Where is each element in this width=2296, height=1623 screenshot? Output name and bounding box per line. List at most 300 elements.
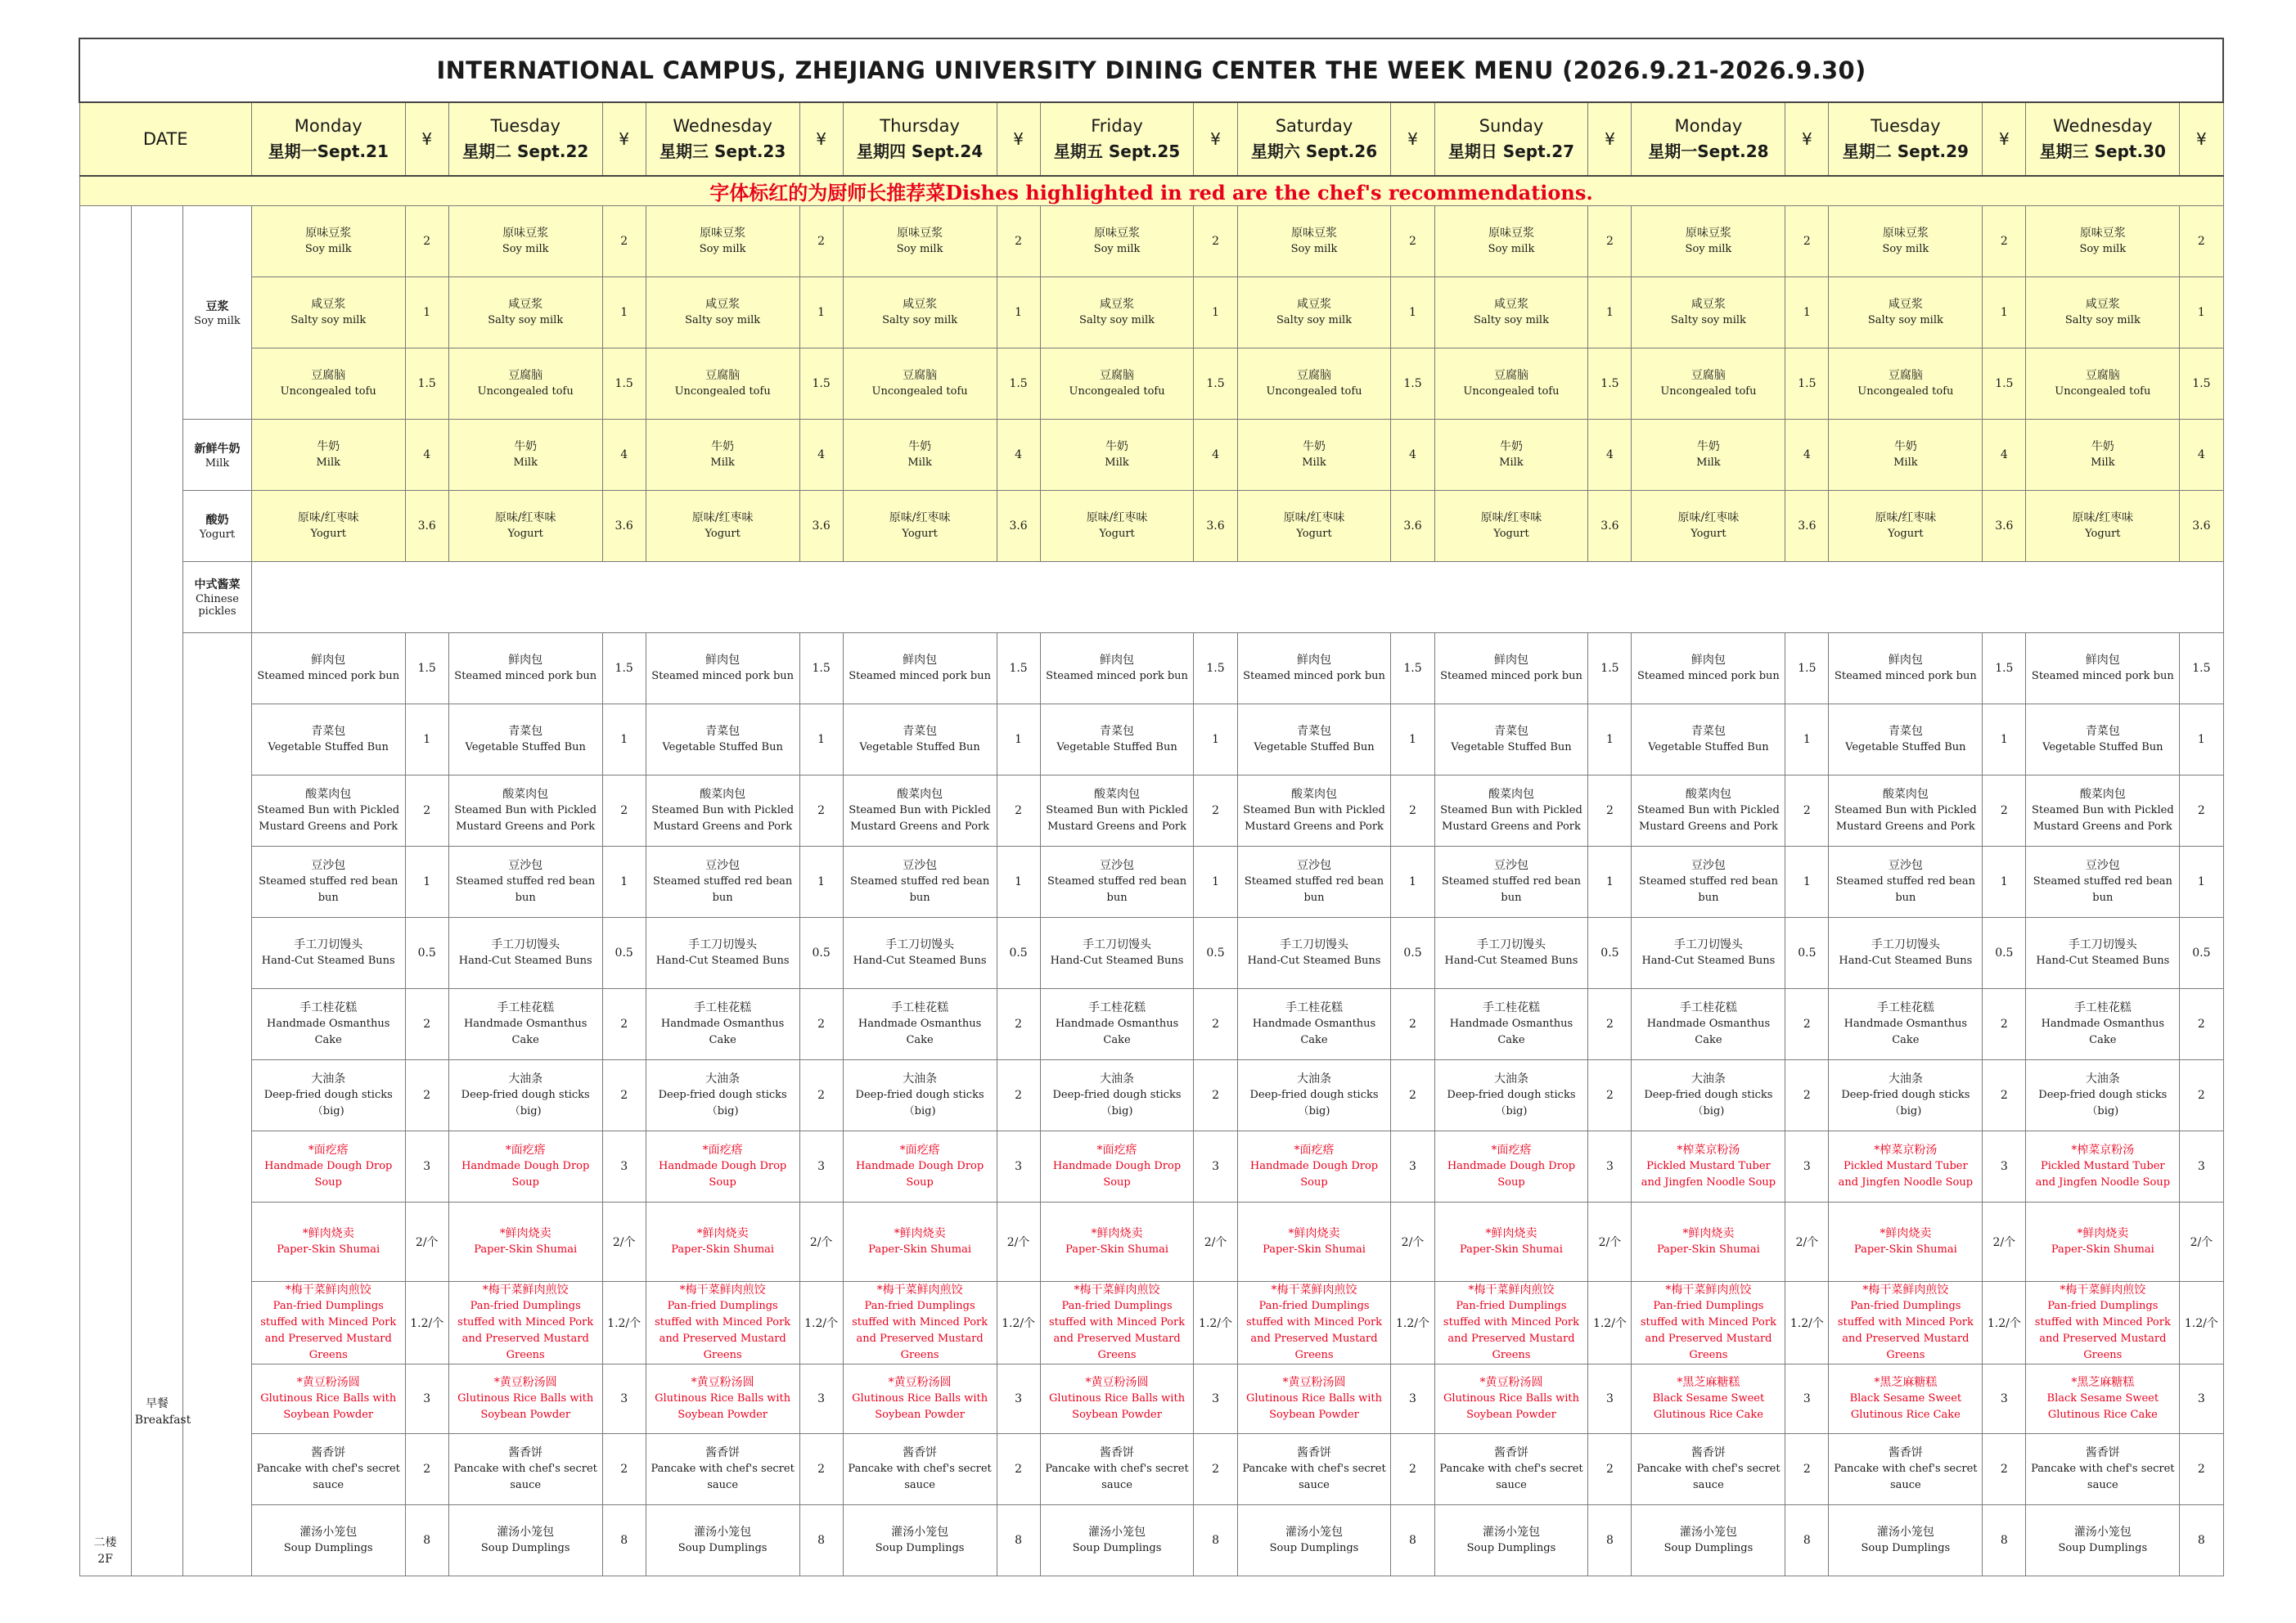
dish-name-cn: 鲜肉包: [903, 654, 938, 667]
dish-name-en: Steamed stuffed red bean bun: [1047, 875, 1187, 904]
dish-name-en: Black Sesame Sweet Glutinous Rice Cake: [1652, 1392, 1765, 1421]
dish-name-en: Deep-fried dough sticks（big): [461, 1089, 590, 1117]
dish-name-cn: 咸豆浆: [2085, 298, 2120, 311]
day-header: [1829, 102, 1983, 176]
category-soy-milk: [183, 206, 252, 420]
dish-name-cn: 原味豆浆: [1882, 227, 1929, 240]
dish-name-en: Handmade Osmanthus Cake: [1844, 1018, 1968, 1046]
dish-name-cn: 灌汤小笼包: [1482, 1526, 1540, 1539]
dish-price: 2: [405, 1060, 448, 1131]
dish-name-cn: 原味/红枣味: [2072, 511, 2134, 524]
dish-price: 1: [997, 704, 1040, 776]
dish-name-en: Steamed Bun with Pickled Mustard Greens and Pork: [454, 804, 597, 833]
dish-price: 3: [1588, 1364, 1632, 1434]
dish-cell: [1829, 1203, 1983, 1282]
dish-cell: [1829, 1282, 1983, 1364]
dish-price: 2: [1194, 1060, 1237, 1131]
dish-name-cn: 豆腐脑: [903, 369, 938, 382]
dish-price: 2: [2180, 989, 2223, 1060]
dish-name-en: Soy milk: [1882, 243, 1929, 255]
dish-name-cn: *鲜肉烧卖: [1288, 1227, 1340, 1240]
dish-price: 2/个: [1391, 1203, 1434, 1282]
dish-name-en: Salty soy milk: [1670, 314, 1746, 326]
dish-name-en: Pancake with chef's secret sauce: [256, 1463, 400, 1491]
day-date: 星期五 Sept.25: [1053, 142, 1181, 161]
dish-cell: [1632, 206, 1785, 277]
dish-name-cn: 原味豆浆: [502, 227, 549, 240]
dish-price: 8: [405, 1505, 448, 1576]
dish-name-en: Pan-fried Dumplings stuffed with Minced Pork and Preserved Mustard Greens: [1049, 1300, 1186, 1361]
dish-cell: [1040, 1131, 1194, 1203]
dish-name-cn: 大油条: [508, 1072, 543, 1086]
dish-name-cn: 灌汤小笼包: [1088, 1526, 1146, 1539]
dish-name-en: Vegetable Stuffed Bun: [859, 741, 980, 753]
dish-price: 3: [1785, 1131, 1829, 1203]
dish-name-cn: 咸豆浆: [903, 298, 938, 311]
dish-name-en: Steamed minced pork bun: [454, 670, 597, 682]
dish-cell: [1632, 420, 1785, 491]
dish-price: 2: [602, 206, 646, 277]
dish-cell: [1434, 420, 1588, 491]
dish-cell: [1632, 704, 1785, 776]
day-name: Monday: [294, 116, 362, 136]
dish-price: 0.5: [2180, 918, 2223, 989]
dish-price: 3.6: [997, 491, 1040, 562]
dish-name-cn: 咸豆浆: [1100, 298, 1135, 311]
dish-cell: [1237, 1505, 1391, 1576]
dish-name-en: Deep-fried dough sticks（big): [263, 1089, 393, 1117]
floor-label-en: 2F: [97, 1553, 113, 1566]
dish-cell: [843, 1203, 997, 1282]
dish-name-cn: 酸菜肉包: [1882, 788, 1929, 801]
category-milk: [183, 420, 252, 491]
dish-cell: [1829, 277, 1983, 348]
day-name: Wednesday: [673, 116, 772, 136]
dish-price: 1: [1391, 847, 1434, 918]
dish-price: 0.5: [1983, 918, 2026, 989]
dish-cell: [1434, 206, 1588, 277]
dish-price: 2: [1785, 1434, 1829, 1505]
dish-price: 2: [1194, 776, 1237, 847]
dish-price: 2: [602, 989, 646, 1060]
dish-cell: [251, 918, 405, 989]
dish-price: 2: [1391, 989, 1434, 1060]
category-milk-cn: 新鲜牛奶: [194, 442, 241, 456]
dish-name-cn: 大油条: [1297, 1072, 1331, 1086]
dish-price: 1.2/个: [1983, 1282, 2026, 1364]
dish-price: 1.5: [1194, 348, 1237, 420]
dish-name-en: Steamed Bun with Pickled Mustard Greens and Pork: [2031, 804, 2174, 833]
dish-name-cn: 咸豆浆: [311, 298, 346, 311]
pickles-empty-row: [251, 562, 2223, 633]
dish-name-en: Paper-Skin Shumai: [1065, 1243, 1168, 1256]
dish-price: 2: [1391, 1060, 1434, 1131]
dish-price: 1: [1785, 847, 1829, 918]
dish-name-cn: 鲜肉包: [2085, 654, 2120, 667]
dish-name-en: Soup Dumplings: [283, 1542, 373, 1554]
dish-cell: [843, 704, 997, 776]
dish-name-cn: 豆沙包: [508, 859, 543, 872]
dish-cell: [448, 989, 602, 1060]
dish-name-cn: *梅干菜鲜肉煎饺: [1862, 1284, 1949, 1297]
dish-name-cn: 牛奶: [1893, 440, 1917, 453]
dish-price: 3.6: [1785, 491, 1829, 562]
dish-name-cn: 青菜包: [1493, 725, 1528, 738]
menu-title: INTERNATIONAL CAMPUS, ZHEJIANG UNIVERSITY DINING CENTER THE WEEK MENU (2026.9.21-2026.9.30): [79, 38, 2223, 102]
dish-price: 1: [2180, 277, 2223, 348]
dish-name-cn: *黑芝麻糖糕: [1874, 1376, 1938, 1389]
dish-name-cn: 酱香饼: [311, 1446, 346, 1459]
dish-cell: [1040, 277, 1194, 348]
dish-price: 4: [799, 420, 843, 491]
dish-name-cn: 原味/红枣味: [297, 511, 359, 524]
dish-name-cn: 灌汤小笼包: [694, 1526, 752, 1539]
floor-cell: [79, 206, 131, 1576]
dish-cell: [646, 1505, 799, 1576]
dish-name-en: Milk: [1696, 456, 1721, 469]
dish-name-en: Soup Dumplings: [1466, 1542, 1556, 1554]
dish-price: 3.6: [602, 491, 646, 562]
dish-name-cn: 酱香饼: [1690, 1446, 1726, 1459]
day-date: 星期六 Sept.26: [1250, 142, 1378, 161]
currency-header: ¥: [405, 102, 448, 176]
dish-name-cn: 咸豆浆: [1888, 298, 1923, 311]
dish-name-en: Paper-Skin Shumai: [671, 1243, 775, 1256]
dish-price: 1.5: [2180, 348, 2223, 420]
dish-price: 4: [1785, 420, 1829, 491]
day-header: [1040, 102, 1194, 176]
dish-cell: [1237, 420, 1391, 491]
dish-cell: [1829, 1505, 1983, 1576]
dish-name-en: Steamed Bun with Pickled Mustard Greens and Pork: [651, 804, 795, 833]
dish-name-en: Steamed stuffed red bean bun: [653, 875, 793, 904]
dish-cell: [251, 1131, 405, 1203]
dish-cell: [1829, 704, 1983, 776]
dish-name-cn: *鲜肉烧卖: [1091, 1227, 1143, 1240]
dish-cell: [1829, 1060, 1983, 1131]
dish-name-en: Paper-Skin Shumai: [868, 1243, 972, 1256]
dish-name-cn: 酱香饼: [1100, 1446, 1135, 1459]
dish-name-cn: 鲜肉包: [705, 654, 741, 667]
dish-cell: [1237, 1203, 1391, 1282]
dish-cell: [1434, 1434, 1588, 1505]
dish-name-cn: 手工桂花糕: [1876, 1001, 1934, 1014]
dish-name-en: Handmade Dough Drop Soup: [461, 1160, 590, 1189]
dish-name-en: Deep-fried dough sticks（big): [1052, 1089, 1182, 1117]
dish-cell: [1040, 918, 1194, 989]
dish-name-en: Handmade Osmanthus Cake: [267, 1018, 390, 1046]
dish-name-cn: 大油条: [1100, 1072, 1135, 1086]
dish-price: 1.2/个: [405, 1282, 448, 1364]
dish-name-en: Handmade Osmanthus Cake: [1252, 1018, 1376, 1046]
dish-name-cn: *面疙瘩: [1096, 1144, 1137, 1157]
dish-name-cn: *鲜肉烧卖: [1682, 1227, 1735, 1240]
dish-name-cn: *面疙瘩: [1491, 1144, 1532, 1157]
dish-name-cn: 原味豆浆: [1488, 227, 1534, 240]
dish-name-cn: 原味豆浆: [2079, 227, 2126, 240]
dish-name-en: Handmade Dough Drop Soup: [1249, 1160, 1379, 1189]
dish-cell: [2026, 918, 2180, 989]
dish-name-cn: 原味豆浆: [897, 227, 943, 240]
dish-cell: [646, 704, 799, 776]
dish-price: 1: [1983, 704, 2026, 776]
dish-name-cn: 豆腐脑: [508, 369, 543, 382]
dish-name-cn: *梅干菜鲜肉煎饺: [1271, 1284, 1357, 1297]
day-name: Monday: [1674, 116, 1743, 136]
dish-name-cn: 酱香饼: [1888, 1446, 1923, 1459]
dish-name-en: Steamed Bun with Pickled Mustard Greens and Pork: [1637, 804, 1780, 833]
dish-name-en: Vegetable Stuffed Bun: [268, 741, 389, 753]
dish-name-cn: 灌汤小笼包: [1285, 1526, 1343, 1539]
dish-name-en: Steamed stuffed red bean bun: [850, 875, 990, 904]
dish-name-cn: 酸菜肉包: [305, 788, 352, 801]
dish-name-en: Handmade Osmanthus Cake: [1055, 1018, 1179, 1046]
dish-name-cn: *榨菜京粉汤: [1677, 1144, 1740, 1157]
dish-cell: [1829, 420, 1983, 491]
dish-cell: [448, 1505, 602, 1576]
dish-name-en: Handmade Dough Drop Soup: [659, 1160, 787, 1189]
dish-name-cn: 豆腐脑: [1297, 369, 1331, 382]
dish-cell: [448, 348, 602, 420]
dish-name-en: Steamed stuffed red bean bun: [1244, 875, 1384, 904]
dish-price: 8: [1785, 1505, 1829, 1576]
dish-price: 2/个: [2180, 1203, 2223, 1282]
dish-name-en: Hand-Cut Steamed Buns: [1050, 955, 1184, 967]
dish-name-en: Hand-Cut Steamed Buns: [1839, 955, 1973, 967]
dish-name-en: Steamed stuffed red bean bun: [2033, 875, 2172, 904]
dish-price: 1.2/个: [1194, 1282, 1237, 1364]
dish-name-cn: 原味豆浆: [1094, 227, 1141, 240]
dish-name-cn: 大油条: [2085, 1072, 2120, 1086]
dish-name-en: Paper-Skin Shumai: [2051, 1243, 2154, 1256]
dish-name-en: Pan-fried Dumplings stuffed with Minced Pork and Preserved Mustard Greens: [1640, 1300, 1776, 1361]
dish-name-en: Handmade Dough Drop Soup: [1447, 1160, 1576, 1189]
dish-cell: [843, 847, 997, 918]
dish-name-cn: *黄豆粉汤圆: [1479, 1376, 1543, 1389]
dish-cell: [1632, 1203, 1785, 1282]
dish-name-cn: 大油条: [311, 1072, 346, 1086]
dish-name-en: Soy milk: [304, 243, 352, 255]
dish-name-en: Soy milk: [896, 243, 943, 255]
dish-name-en: Yogurt: [705, 528, 741, 540]
dish-name-en: Pan-fried Dumplings stuffed with Minced Pork and Preserved Mustard Greens: [2034, 1300, 2171, 1361]
dish-cell: [1040, 776, 1194, 847]
dish-name-en: Glutinous Rice Balls with Soybean Powder: [655, 1392, 791, 1421]
dish-name-cn: 原味/红枣味: [691, 511, 754, 524]
dish-cell: [843, 1364, 997, 1434]
dish-cell: [1632, 491, 1785, 562]
dish-name-en: Soup Dumplings: [1072, 1542, 1162, 1554]
dish-cell: [843, 776, 997, 847]
dish-name-en: Pancake with chef's secret sauce: [1045, 1463, 1189, 1491]
dish-name-en: Uncongealed tofu: [2055, 385, 2151, 398]
dish-price: 1: [1194, 277, 1237, 348]
dish-name-cn: *黄豆粉汤圆: [296, 1376, 360, 1389]
category-soy-milk-en: Soy milk: [194, 314, 241, 327]
dish-name-en: Glutinous Rice Balls with Soybean Powder: [1245, 1392, 1383, 1421]
dish-cell: [2026, 348, 2180, 420]
dish-price: 1: [997, 277, 1040, 348]
category-soy-milk-cn: 豆浆: [205, 299, 229, 313]
dish-name-cn: *黄豆粉汤圆: [888, 1376, 952, 1389]
dish-name-cn: 原味/红枣味: [889, 511, 951, 524]
dish-cell: [843, 420, 997, 491]
dish-cell: [251, 1203, 405, 1282]
dish-name-en: Vegetable Stuffed Bun: [1648, 741, 1769, 753]
dish-name-cn: 酸菜肉包: [700, 788, 746, 801]
dish-cell: [251, 420, 405, 491]
dish-name-cn: 手工桂花糕: [1482, 1001, 1540, 1014]
dish-cell: [1829, 1364, 1983, 1434]
dish-name-en: Vegetable Stuffed Bun: [1254, 741, 1375, 753]
dish-name-cn: 大油条: [705, 1072, 741, 1086]
day-date: 星期一Sept.21: [268, 142, 389, 161]
dish-name-cn: 原味豆浆: [1291, 227, 1337, 240]
dish-price: 2: [2180, 1060, 2223, 1131]
dish-price: 0.5: [997, 918, 1040, 989]
dish-name-en: Milk: [1499, 456, 1524, 469]
day-header: [843, 102, 997, 176]
dish-name-en: Handmade Dough Drop Soup: [1052, 1160, 1182, 1189]
dish-cell: [251, 277, 405, 348]
dish-name-cn: 牛奶: [514, 440, 538, 453]
dish-name-en: Pan-fried Dumplings stuffed with Minced Pork and Preserved Mustard Greens: [655, 1300, 791, 1361]
dish-name-cn: 酸菜肉包: [1291, 788, 1337, 801]
dish-cell: [843, 1282, 997, 1364]
dish-name-en: Soup Dumplings: [1663, 1542, 1754, 1554]
day-header: [1434, 102, 1588, 176]
dish-name-cn: 豆腐脑: [1493, 369, 1528, 382]
currency-header: ¥: [602, 102, 646, 176]
dish-name-cn: *黄豆粉汤圆: [493, 1376, 557, 1389]
dish-cell: [646, 420, 799, 491]
dish-cell: [1237, 704, 1391, 776]
dish-price: 1.5: [799, 633, 843, 704]
dish-name-en: Deep-fried dough sticks（big): [1447, 1089, 1576, 1117]
dish-name-en: Uncongealed tofu: [477, 385, 574, 398]
dish-cell: [1632, 1434, 1785, 1505]
dish-cell: [251, 704, 405, 776]
dish-cell: [1040, 1505, 1194, 1576]
dish-cell: [448, 206, 602, 277]
dish-name-en: Salty soy milk: [685, 314, 761, 326]
dish-name-en: Yogurt: [2085, 528, 2121, 540]
dish-cell: [2026, 776, 2180, 847]
dish-cell: [448, 420, 602, 491]
dish-price: 2: [602, 1434, 646, 1505]
dish-name-en: Uncongealed tofu: [1463, 385, 1560, 398]
dish-name-en: Handmade Dough Drop Soup: [264, 1160, 393, 1189]
dish-cell: [2026, 277, 2180, 348]
dish-name-cn: *梅干菜鲜肉煎饺: [285, 1284, 371, 1297]
dish-price: 3: [2180, 1364, 2223, 1434]
dish-cell: [2026, 1282, 2180, 1364]
dish-cell: [1040, 989, 1194, 1060]
currency-header: ¥: [1391, 102, 1434, 176]
dish-name-en: Soy milk: [502, 243, 549, 255]
dish-price: 1: [1194, 704, 1237, 776]
dish-cell: [1040, 491, 1194, 562]
dish-name-cn: 手工桂花糕: [497, 1001, 555, 1014]
dish-name-en: Salty soy milk: [882, 314, 958, 326]
dish-price: 1.2/个: [1785, 1282, 1829, 1364]
dish-price: 1.5: [1391, 348, 1434, 420]
dish-cell: [1829, 206, 1983, 277]
dish-price: 1: [602, 847, 646, 918]
dish-name-en: Pan-fried Dumplings stuffed with Minced Pork and Preserved Mustard Greens: [1837, 1300, 1974, 1361]
dish-name-en: Milk: [513, 456, 538, 469]
dish-price: 1.5: [1588, 348, 1632, 420]
dish-cell: [1237, 847, 1391, 918]
dish-name-en: Pan-fried Dumplings stuffed with Minced Pork and Preserved Mustard Greens: [457, 1300, 594, 1361]
day-header: [448, 102, 602, 176]
dish-cell: [448, 1282, 602, 1364]
currency-header: ¥: [799, 102, 843, 176]
dish-name-cn: 手工刀切馒头: [294, 938, 363, 951]
dish-name-cn: 青菜包: [2085, 725, 2120, 738]
dish-name-en: Uncongealed tofu: [1069, 385, 1165, 398]
dish-name-en: Soy milk: [2079, 243, 2127, 255]
dish-name-cn: 手工桂花糕: [694, 1001, 752, 1014]
dish-name-cn: *面疙瘩: [1294, 1144, 1335, 1157]
dish-name-en: Steamed stuffed red bean bun: [1638, 875, 1779, 904]
dish-price: 4: [2180, 420, 2223, 491]
day-date: 星期四 Sept.24: [856, 142, 984, 161]
dish-price: 3: [1983, 1131, 2026, 1203]
dish-price: 1.5: [1588, 633, 1632, 704]
dish-name-en: Yogurt: [507, 528, 543, 540]
dish-name-en: Pancake with chef's secret sauce: [2031, 1463, 2175, 1491]
dish-price: 1.5: [799, 348, 843, 420]
dish-cell: [251, 206, 405, 277]
dish-name-cn: 豆沙包: [1493, 859, 1528, 872]
dish-cell: [2026, 633, 2180, 704]
dish-name-en: Hand-Cut Steamed Buns: [458, 955, 592, 967]
dish-name-en: Steamed minced pork bun: [1243, 670, 1385, 682]
dish-price: 2/个: [997, 1203, 1040, 1282]
dish-price: 3.6: [799, 491, 843, 562]
dish-name-cn: 豆沙包: [311, 859, 346, 872]
menu-sheet: [79, 38, 2224, 1595]
dish-price: 1: [1391, 277, 1434, 348]
day-name: Friday: [1091, 116, 1143, 136]
dish-name-cn: 原味/红枣味: [494, 511, 556, 524]
dish-name-en: Pan-fried Dumplings stuffed with Minced Pork and Preserved Mustard Greens: [260, 1300, 397, 1361]
day-header: [1632, 102, 1785, 176]
dish-name-cn: *鲜肉烧卖: [302, 1227, 354, 1240]
dish-name-cn: 豆沙包: [903, 859, 938, 872]
dish-cell: [1829, 776, 1983, 847]
dish-cell: [843, 348, 997, 420]
dish-cell: [646, 1434, 799, 1505]
dish-price: 4: [1391, 420, 1434, 491]
dish-name-cn: 青菜包: [903, 725, 938, 738]
dish-name-cn: 豆沙包: [1888, 859, 1923, 872]
dish-name-cn: 豆腐脑: [1100, 369, 1135, 382]
dish-name-cn: 原味豆浆: [1685, 227, 1731, 240]
dish-price: 8: [799, 1505, 843, 1576]
dish-name-en: Steamed minced pork bun: [1440, 670, 1582, 682]
dish-cell: [1632, 1282, 1785, 1364]
dish-price: 1.5: [1391, 633, 1434, 704]
dish-cell: [2026, 420, 2180, 491]
dish-price: 1: [799, 277, 843, 348]
dish-price: 1.2/个: [799, 1282, 843, 1364]
dish-cell: [448, 1203, 602, 1282]
dish-price: 1: [1588, 847, 1632, 918]
dish-price: 0.5: [1588, 918, 1632, 989]
dish-name-cn: 手工刀切馒头: [2068, 938, 2137, 951]
